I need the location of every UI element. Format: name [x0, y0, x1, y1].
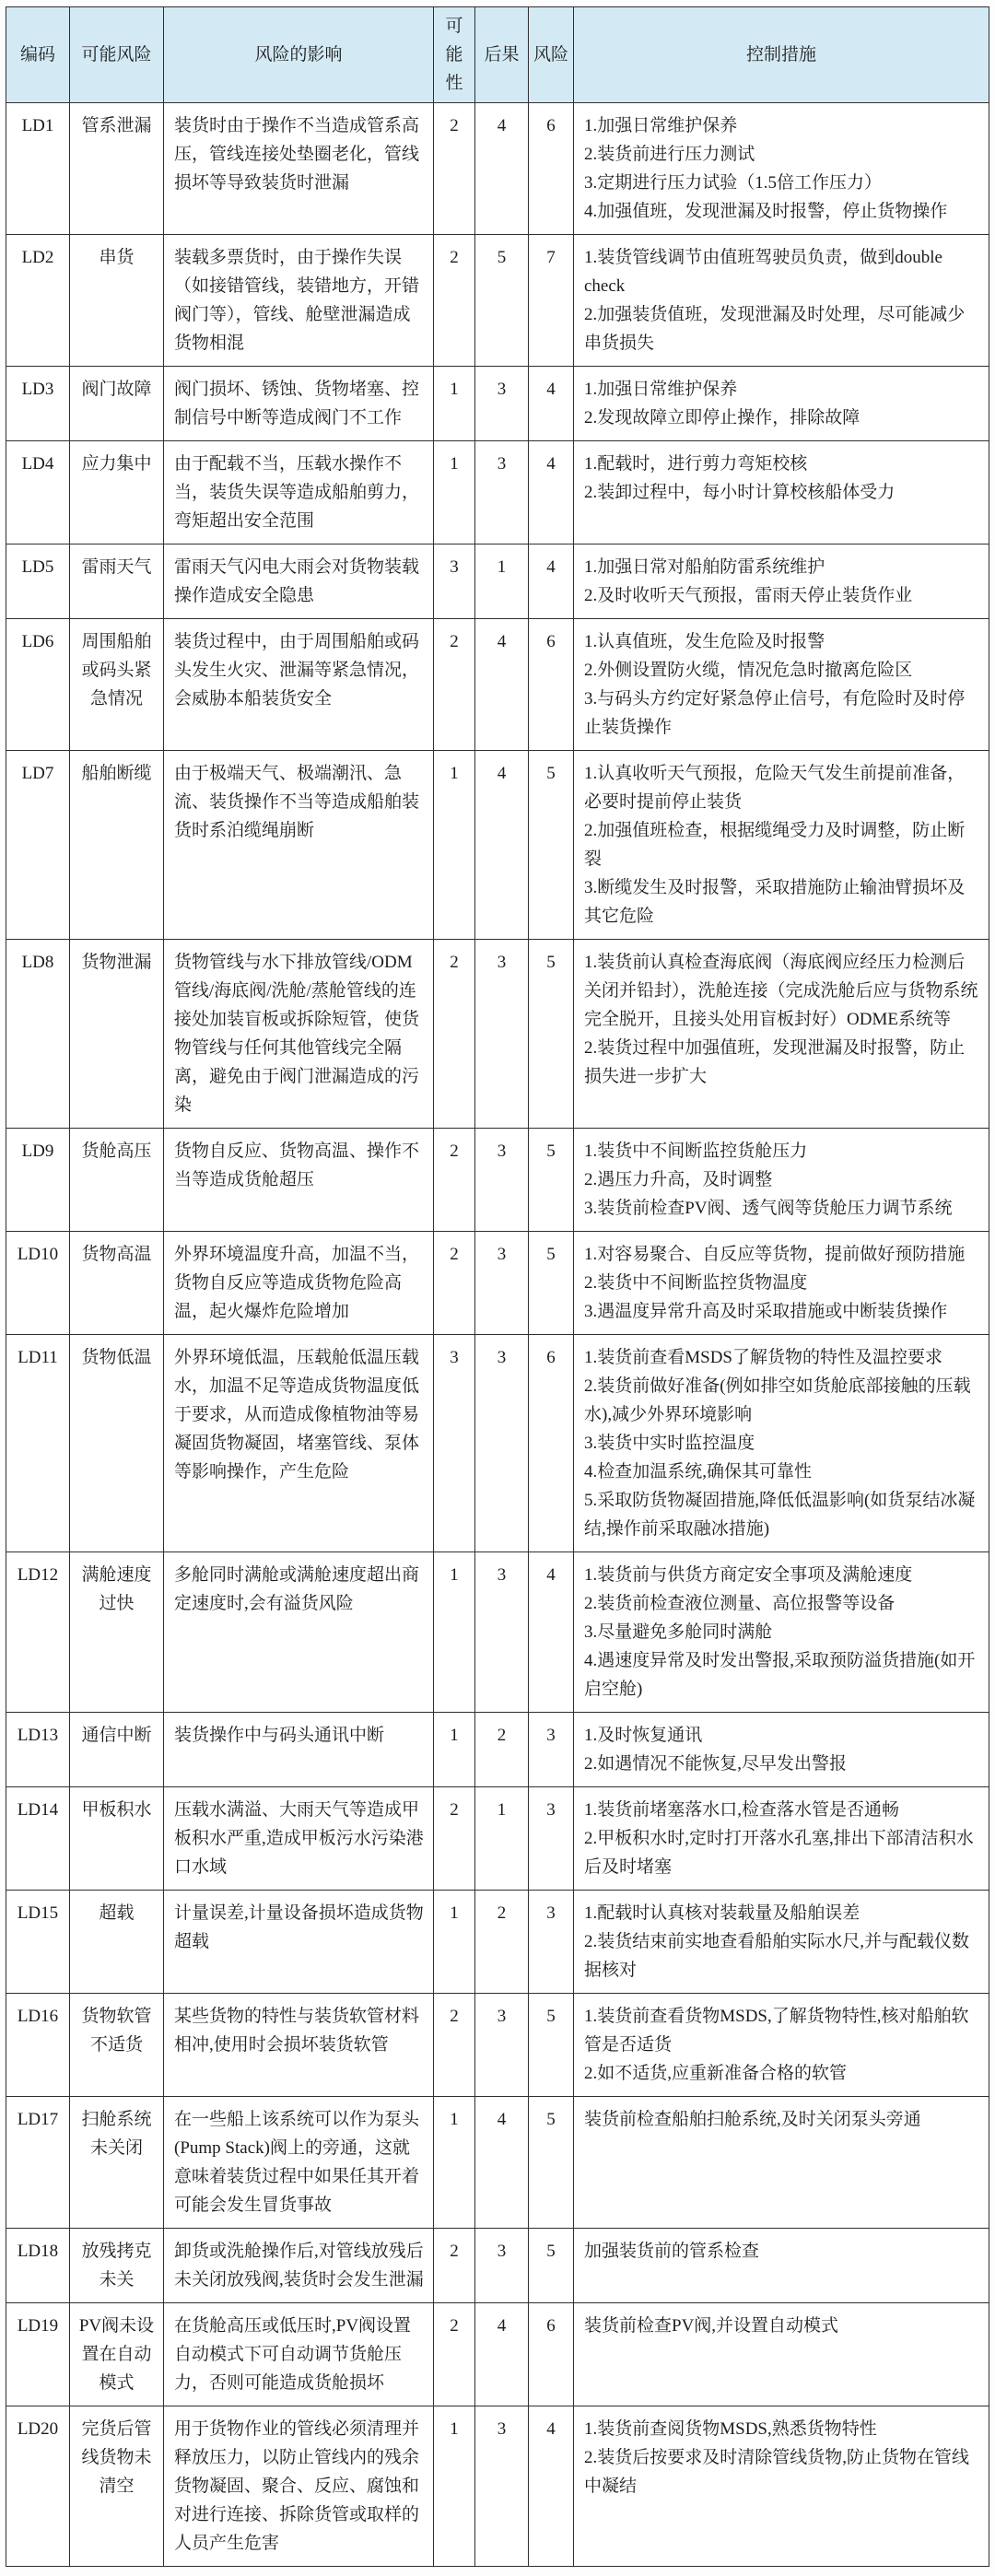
row-consequence: 3: [475, 940, 529, 1129]
row-likelihood: 2: [434, 1994, 475, 2097]
table-row: [6, 619, 989, 751]
row-consequence: 4: [475, 2097, 529, 2229]
row-code: LD3: [6, 367, 70, 441]
control-measure-line: 2.及时收听天气预报，雷雨天停止装货作业: [584, 586, 913, 605]
col-header-possible-risk: 可能风险: [70, 7, 164, 103]
risk-assessment-table: [6, 6, 989, 2567]
row-risk-score: 5: [529, 2097, 574, 2229]
row-risk-name: 串货: [70, 235, 164, 367]
row-controls: [574, 1713, 989, 1787]
table-row: [6, 1552, 989, 1713]
row-likelihood: 2: [434, 1129, 475, 1232]
row-consequence: 2: [475, 1713, 529, 1787]
row-controls: [574, 1335, 989, 1552]
row-code: LD9: [6, 1129, 70, 1232]
row-risk-score: 4: [529, 544, 574, 619]
row-impact: 雷雨天气闪电大雨会对货物装载操作造成安全隐患: [164, 544, 434, 619]
control-measure-line: 2.装货后按要求及时清除管线货物,防止货物在管线中凝结: [584, 2448, 970, 2496]
row-consequence: 1: [475, 1787, 529, 1891]
row-impact: 由于极端天气、极端潮汛、急流、装货操作不当等造成船舶装货时系泊缆绳崩断: [164, 751, 434, 940]
row-controls: [574, 1787, 989, 1891]
control-measure-line: 1.装货前与供货方商定安全事项及满舱速度: [584, 1565, 913, 1585]
row-code: LD2: [6, 235, 70, 367]
row-code: LD11: [6, 1335, 70, 1552]
control-measure-line: 1.配载时，进行剪力弯矩校核: [584, 454, 808, 474]
header-row: [6, 7, 989, 103]
control-measure-line: 装货前检查PV阀,并设置自动模式: [584, 2316, 839, 2336]
row-risk-name: 周围船舶或码头紧急情况: [70, 619, 164, 751]
row-consequence: 2: [475, 1891, 529, 1994]
col-header-likelihood: 可能性: [434, 7, 475, 103]
control-measure-line: 1.装货管线调节由值班驾驶员负责，做到double check: [584, 248, 942, 296]
row-risk-name: 完货后管线货物未清空: [70, 2406, 164, 2567]
row-risk-score: 6: [529, 1335, 574, 1552]
control-measure-line: 4.加强值班，发现泄漏及时报警，停止货物操作: [584, 202, 948, 221]
control-measure-line: 3.与码头方约定好紧急停止信号，有危险时及时停止装货操作: [584, 689, 966, 737]
row-impact: 装载多票货时，由于操作失误（如接错管线，装错地方，开错阀门等），管线、舱壁泄漏造成货物相混: [164, 235, 434, 367]
table-row: [6, 1713, 989, 1787]
row-likelihood: 1: [434, 751, 475, 940]
row-likelihood: 1: [434, 1552, 475, 1713]
row-controls: [574, 1994, 989, 2097]
row-risk-score: 3: [529, 1713, 574, 1787]
row-controls: [574, 1232, 989, 1335]
col-header-control-measures: 控制措施: [574, 7, 989, 103]
col-header-consequence: 后果: [475, 7, 529, 103]
table-row: [6, 2406, 989, 2567]
control-measure-line: 装货前检查船舶扫舱系统,及时关闭泵头旁通: [584, 2110, 921, 2129]
row-consequence: 3: [475, 1335, 529, 1552]
row-risk-name: 超载: [70, 1891, 164, 1994]
row-code: LD12: [6, 1552, 70, 1713]
row-code: LD1: [6, 103, 70, 235]
control-measure-line: 2.装货前做好准备(例如排空如货舱底部接触的压载水),减少外界环境影响: [584, 1376, 971, 1424]
table-row: [6, 544, 989, 619]
row-impact: 装货操作中与码头通讯中断: [164, 1713, 434, 1787]
row-risk-name: 阀门故障: [70, 367, 164, 441]
control-measure-line: 2.加强装货值班，发现泄漏及时处理，尽可能减少串货损失: [584, 305, 966, 353]
row-code: LD19: [6, 2303, 70, 2406]
table-row: [6, 2097, 989, 2229]
row-risk-score: 4: [529, 2406, 574, 2567]
control-measure-line: 3.遇温度异常升高及时采取措施或中断装货操作: [584, 1302, 948, 1321]
row-likelihood: 2: [434, 235, 475, 367]
row-impact: 由于配载不当，压载水操作不当，装货失误等造成船舶剪力，弯矩超出安全范围: [164, 441, 434, 544]
row-risk-score: 5: [529, 2229, 574, 2303]
row-likelihood: 1: [434, 2406, 475, 2567]
row-risk-score: 6: [529, 103, 574, 235]
row-code: LD13: [6, 1713, 70, 1787]
row-risk-score: 7: [529, 235, 574, 367]
control-measure-line: 1.装货前查看MSDS了解货物的特性及温控要求: [584, 1348, 943, 1367]
row-risk-score: 3: [529, 1891, 574, 1994]
table-row: [6, 2303, 989, 2406]
control-measure-line: 2.甲板积水时,定时打开落水孔塞,排出下部清洁积水后及时堵塞: [584, 1829, 974, 1877]
table-row: [6, 1994, 989, 2097]
control-measure-line: 2.发现故障立即停止操作，排除故障: [584, 408, 860, 427]
control-measure-line: 1.加强日常维护保养: [584, 380, 738, 399]
control-measure-line: 1.配载时认真核对装载量及船舶误差: [584, 1903, 860, 1923]
row-code: LD15: [6, 1891, 70, 1994]
control-measure-line: 5.采取防货物凝固措施,降低低温影响(如货泵结冰凝结,操作前采取融冰措施): [584, 1491, 976, 1539]
row-impact: 计量误差,计量设备损坏造成货物超载: [164, 1891, 434, 1994]
row-impact: 装货过程中，由于周围船舶或码头发生火灾、泄漏等紧急情况，会威胁本船装货安全: [164, 619, 434, 751]
row-risk-name: 货舱高压: [70, 1129, 164, 1232]
row-risk-name: 雷雨天气: [70, 544, 164, 619]
row-consequence: 4: [475, 619, 529, 751]
table-row: [6, 103, 989, 235]
row-consequence: 3: [475, 1129, 529, 1232]
table-row: [6, 367, 989, 441]
row-risk-score: 5: [529, 940, 574, 1129]
control-measure-line: 1.及时恢复通讯: [584, 1726, 703, 1745]
row-controls: [574, 940, 989, 1129]
control-measure-line: 3.装货前检查PV阀、透气阀等货舱压力调节系统: [584, 1199, 953, 1218]
table-row: [6, 1891, 989, 1994]
table-row: [6, 940, 989, 1129]
row-controls: [574, 367, 989, 441]
row-impact: 用于货物作业的管线必须清理并释放压力，以防止管线内的残余货物凝固、聚合、反应、腐蚀和对进行连接、拆除货管或取样的人员产生危害: [164, 2406, 434, 2567]
row-controls: [574, 544, 989, 619]
row-controls: [574, 619, 989, 751]
row-likelihood: 1: [434, 1891, 475, 1994]
row-code: LD10: [6, 1232, 70, 1335]
control-measure-line: 2.如不适货,应重新准备合格的软管: [584, 2064, 848, 2083]
row-risk-score: 4: [529, 1552, 574, 1713]
table-row: [6, 441, 989, 544]
row-controls: [574, 1129, 989, 1232]
row-code: LD7: [6, 751, 70, 940]
col-header-risk-score: 风险: [529, 7, 574, 103]
row-impact: 某些货物的特性与装货软管材料相冲,使用时会损坏装货软管: [164, 1994, 434, 2097]
control-measure-line: 4.遇速度异常及时发出警报,采取预防溢货措施(如开启空舱): [584, 1651, 976, 1699]
control-measure-line: 2.装货过程中加强值班，发现泄漏及时报警，防止损失进一步扩大: [584, 1038, 966, 1086]
row-consequence: 4: [475, 103, 529, 235]
row-controls: [574, 2229, 989, 2303]
control-measure-line: 1.装货前查阅货物MSDS,熟悉货物特性: [584, 2419, 877, 2439]
row-likelihood: 1: [434, 2097, 475, 2229]
row-controls: [574, 2303, 989, 2406]
row-risk-score: 3: [529, 1787, 574, 1891]
row-controls: [574, 1891, 989, 1994]
row-risk-name: 管系泄漏: [70, 103, 164, 235]
row-consequence: 3: [475, 2229, 529, 2303]
table-row: [6, 1787, 989, 1891]
control-measure-line: 4.检查加温系统,确保其可靠性: [584, 1462, 813, 1481]
table-row: [6, 1232, 989, 1335]
control-measure-line: 2.装货前检查液位测量、高位报警等设备: [584, 1594, 896, 1613]
row-risk-score: 6: [529, 2303, 574, 2406]
row-code: LD4: [6, 441, 70, 544]
control-measure-line: 2.装货前进行压力测试: [584, 145, 755, 164]
table-row: [6, 1129, 989, 1232]
row-code: LD16: [6, 1994, 70, 2097]
control-measure-line: 3.装货中实时监控温度: [584, 1434, 755, 1453]
row-likelihood: 2: [434, 940, 475, 1129]
row-risk-score: 5: [529, 751, 574, 940]
row-consequence: 3: [475, 1552, 529, 1713]
control-measure-line: 加强装货前的管系检查: [584, 2242, 760, 2261]
control-measure-line: 3.断缆发生及时报警，采取措施防止输油臂损坏及其它危险: [584, 878, 966, 926]
table-row: [6, 2229, 989, 2303]
row-code: LD6: [6, 619, 70, 751]
control-measure-line: 2.装货结束前实地查看船舶实际水尺,并与配载仪数据核对: [584, 1932, 970, 1980]
row-risk-name: 货物泄漏: [70, 940, 164, 1129]
control-measure-line: 1.装货前堵塞落水口,检查落水管是否通畅: [584, 1800, 900, 1820]
control-measure-line: 3.尽量避免多舱同时满舱: [584, 1622, 773, 1642]
row-code: LD17: [6, 2097, 70, 2229]
row-consequence: 3: [475, 1232, 529, 1335]
row-likelihood: 2: [434, 1787, 475, 1891]
row-consequence: 5: [475, 235, 529, 367]
row-likelihood: 3: [434, 1335, 475, 1552]
control-measure-line: 3.定期进行压力试验（1.5倍工作压力）: [584, 173, 883, 193]
row-controls: [574, 751, 989, 940]
control-measure-line: 2.外侧设置防火缆，情况危急时撤离危险区: [584, 661, 913, 680]
row-consequence: 3: [475, 1994, 529, 2097]
row-consequence: 1: [475, 544, 529, 619]
row-code: LD14: [6, 1787, 70, 1891]
row-controls: [574, 2097, 989, 2229]
row-risk-name: 满舱速度过快: [70, 1552, 164, 1713]
row-likelihood: 3: [434, 544, 475, 619]
row-impact: 外界环境低温，压载舱低温压载水，加温不足等造成货物温度低于要求，从而造成像植物油等易凝固货物凝固，堵塞管线、泵体等影响操作，产生危险: [164, 1335, 434, 1552]
row-risk-score: 5: [529, 1129, 574, 1232]
row-impact: 压载水满溢、大雨天气等造成甲板积水严重,造成甲板污水污染港口水域: [164, 1787, 434, 1891]
row-controls: [574, 1552, 989, 1713]
control-measure-line: 2.加强值班检查，根据缆绳受力及时调整，防止断裂: [584, 821, 966, 869]
row-impact: 在一些船上该系统可以作为泵头(Pump Stack)阀上的旁通，这就意味着装货过程中如果任其开着可能会发生冒货事故: [164, 2097, 434, 2229]
row-risk-name: 放残拷克未关: [70, 2229, 164, 2303]
row-likelihood: 2: [434, 619, 475, 751]
row-risk-name: 货物高温: [70, 1232, 164, 1335]
row-risk-score: 4: [529, 441, 574, 544]
row-impact: 多舱同时满舱或满舱速度超出商定速度时,会有溢货风险: [164, 1552, 434, 1713]
control-measure-line: 1.加强日常维护保养: [584, 116, 738, 135]
table-row: [6, 235, 989, 367]
row-impact: 外界环境温度升高，加温不当，货物自反应等造成货物危险高温，起火爆炸危险增加: [164, 1232, 434, 1335]
row-risk-name: 货物低温: [70, 1335, 164, 1552]
table-row: [6, 751, 989, 940]
row-likelihood: 2: [434, 2303, 475, 2406]
control-measure-line: 1.对容易聚合、自反应等货物，提前做好预防措施: [584, 1245, 966, 1264]
row-risk-name: 应力集中: [70, 441, 164, 544]
row-impact: 货物管线与水下排放管线/ODM管线/海底阀/洗舱/蒸舱管线的连接处加装盲板或拆除短管，使货物管线与任何其他管线完全隔离，避免由于阀门泄漏造成的污染: [164, 940, 434, 1129]
col-header-code: 编码: [6, 7, 70, 103]
control-measure-line: 1.认真收听天气预报，危险天气发生前提前准备，必要时提前停止装货: [584, 764, 966, 812]
row-impact: 货物自反应、货物高温、操作不当等造成货舱超压: [164, 1129, 434, 1232]
row-likelihood: 2: [434, 2229, 475, 2303]
row-controls: [574, 235, 989, 367]
row-likelihood: 1: [434, 1713, 475, 1787]
control-measure-line: 2.遇压力升高，及时调整: [584, 1170, 773, 1189]
row-impact: 在货舱高压或低压时,PV阀设置自动模式下可自动调节货舱压力，否则可能造成货舱损坏: [164, 2303, 434, 2406]
row-risk-name: 甲板积水: [70, 1787, 164, 1891]
row-risk-score: 4: [529, 367, 574, 441]
row-controls: [574, 2406, 989, 2567]
row-likelihood: 1: [434, 367, 475, 441]
row-controls: [574, 441, 989, 544]
row-impact: 卸货或洗舱操作后,对管线放残后未关闭放残阀,装货时会发生泄漏: [164, 2229, 434, 2303]
row-code: LD18: [6, 2229, 70, 2303]
row-risk-score: 5: [529, 1232, 574, 1335]
row-code: LD5: [6, 544, 70, 619]
control-measure-line: 2.装货中不间断监控货物温度: [584, 1273, 808, 1293]
control-measure-line: 2.装卸过程中，每小时计算校核船体受力: [584, 483, 896, 502]
row-code: LD8: [6, 940, 70, 1129]
row-consequence: 3: [475, 2406, 529, 2567]
control-measure-line: 1.加强日常对船舶防雷系统维护: [584, 557, 825, 577]
control-measure-line: 1.装货前查看货物MSDS,了解货物特性,核对船舶软管是否适货: [584, 2007, 969, 2055]
table-row: [6, 1335, 989, 1552]
row-risk-name: PV阀未设置在自动模式: [70, 2303, 164, 2406]
row-risk-name: 货物软管不适货: [70, 1994, 164, 2097]
row-controls: [574, 103, 989, 235]
col-header-risk-impact: 风险的影响: [164, 7, 434, 103]
row-risk-name: 船舶断缆: [70, 751, 164, 940]
row-risk-name: 扫舱系统未关闭: [70, 2097, 164, 2229]
row-impact: 阀门损坏、锈蚀、货物堵塞、控制信号中断等造成阀门不工作: [164, 367, 434, 441]
row-risk-score: 6: [529, 619, 574, 751]
row-likelihood: 2: [434, 103, 475, 235]
row-consequence: 3: [475, 441, 529, 544]
row-consequence: 4: [475, 2303, 529, 2406]
control-measure-line: 1.装货前认真检查海底阀（海底阀应经压力检测后关闭并铅封），洗舱连接（完成洗舱后应与货物系统完全脱开，且接头处用盲板封好）ODME系统等: [584, 953, 978, 1029]
row-impact: 装货时由于操作不当造成管系高压，管线连接处垫圈老化，管线损坏等导致装货时泄漏: [164, 103, 434, 235]
row-likelihood: 2: [434, 1232, 475, 1335]
row-risk-name: 通信中断: [70, 1713, 164, 1787]
row-risk-score: 5: [529, 1994, 574, 2097]
control-measure-line: 1.装货中不间断监控货舱压力: [584, 1142, 808, 1161]
row-consequence: 4: [475, 751, 529, 940]
row-code: LD20: [6, 2406, 70, 2567]
row-likelihood: 1: [434, 441, 475, 544]
control-measure-line: 2.如遇情况不能恢复,尽早发出警报: [584, 1754, 848, 1774]
control-measure-line: 1.认真值班，发生危险及时报警: [584, 632, 825, 651]
row-consequence: 3: [475, 367, 529, 441]
